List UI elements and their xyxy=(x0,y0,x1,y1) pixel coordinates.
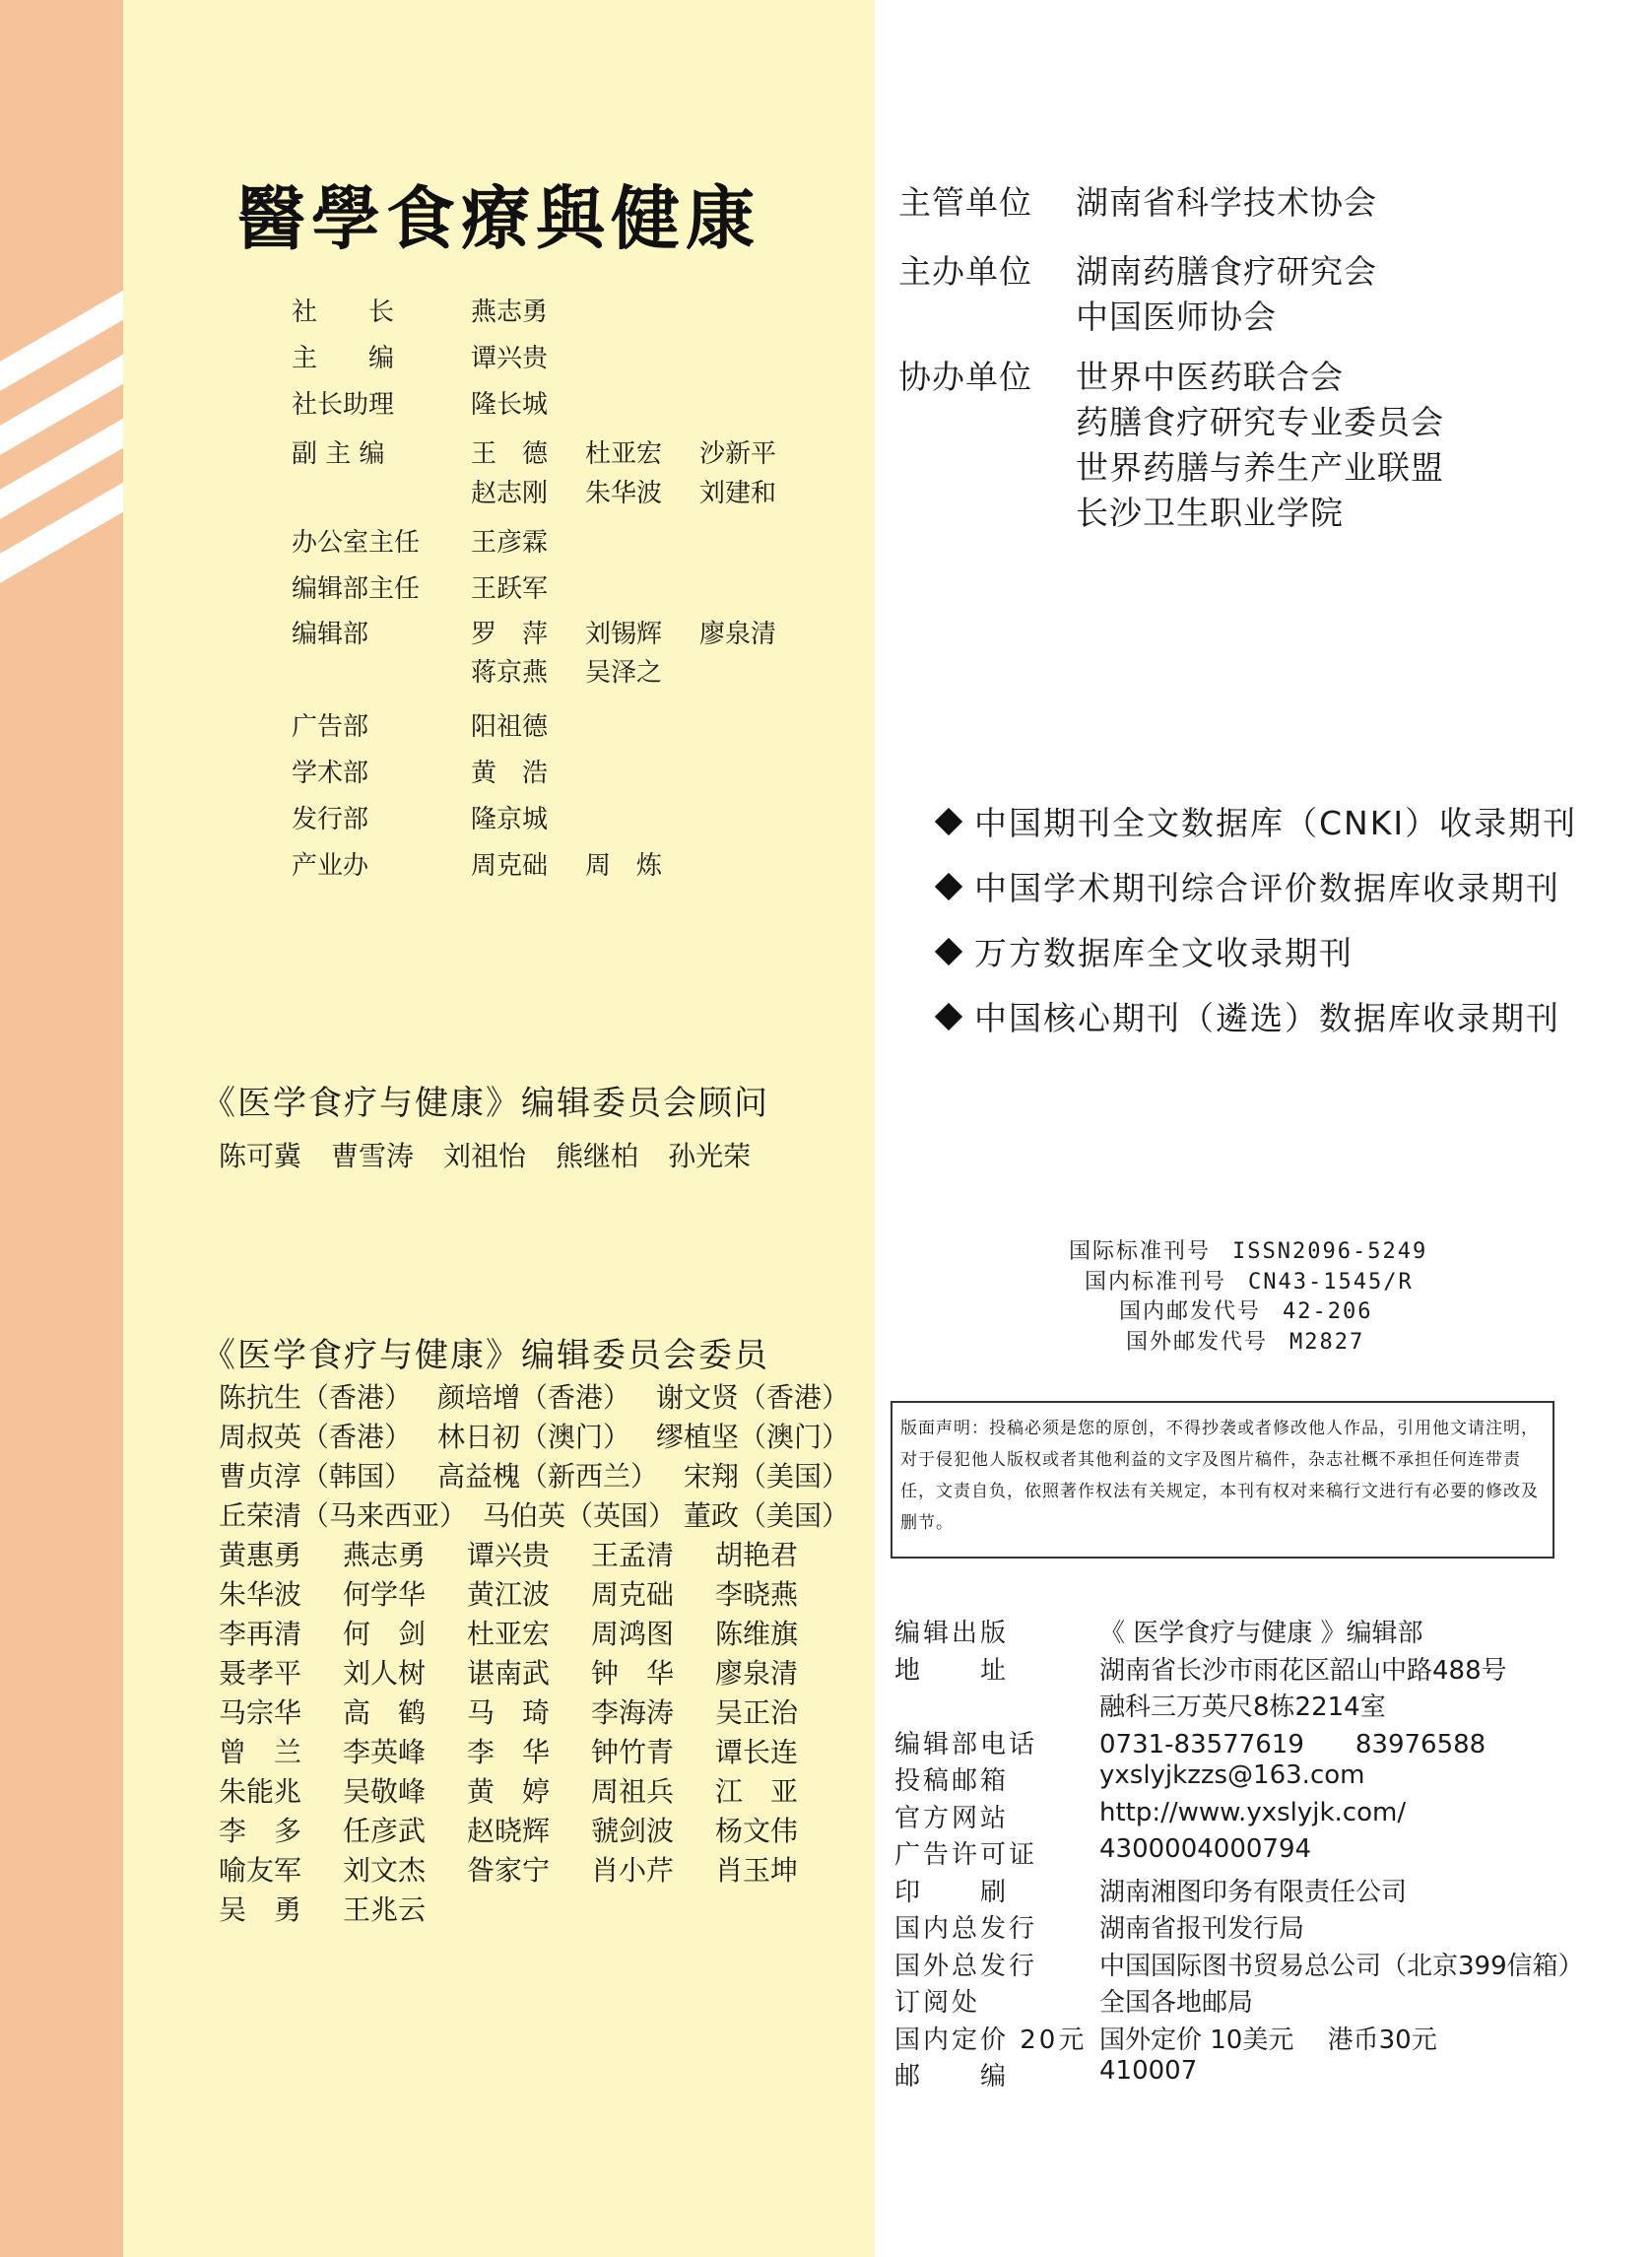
info-label: 国内定价 20元 xyxy=(894,2025,1088,2055)
info-value: 国外定价 10美元 港币30元 xyxy=(1099,2025,1437,2055)
member-row xyxy=(219,1692,849,1731)
member-name: 陈抗生（香港） xyxy=(219,1381,413,1414)
staff-name: 沙新平 xyxy=(699,439,777,469)
diamond-bullet-icon xyxy=(935,873,962,900)
staff-names xyxy=(471,845,699,882)
info-label: 国内总发行 xyxy=(894,1914,1038,1944)
sponsor-values xyxy=(1076,246,1377,337)
member-name: 王兆云 xyxy=(343,1893,427,1926)
indexing-text: 万方数据库全文收录期刊 xyxy=(974,934,1354,972)
info-label: 投稿邮箱 xyxy=(894,1766,1010,1796)
advisor-name: 曹雪涛 xyxy=(331,1140,415,1172)
member-name: 钟竹青 xyxy=(591,1736,675,1768)
member-row-intl xyxy=(219,1494,849,1534)
member-name: 朱华波 xyxy=(219,1578,302,1611)
member-name: 谌南武 xyxy=(467,1657,551,1690)
sponsor-values xyxy=(1076,177,1377,223)
sponsor-values xyxy=(1076,352,1444,533)
staff-name: 黄 浩 xyxy=(471,759,549,788)
info-value: 湖南省长沙市雨花区韶山中路488号 xyxy=(1099,1655,1507,1686)
member-name: 廖泉清 xyxy=(715,1657,799,1690)
staff-name: 赵志刚 xyxy=(471,479,549,508)
info-label: 官方网站 xyxy=(894,1803,1010,1833)
info-label: 印 刷 xyxy=(894,1877,1010,1907)
diamond-bullet-icon xyxy=(935,938,962,965)
member-name: 马 琦 xyxy=(467,1696,551,1729)
diamond-bullet-icon xyxy=(935,808,962,835)
info-value: 湖南省报刊发行局 xyxy=(1099,1914,1305,1944)
diamond-bullet-icon xyxy=(935,1003,962,1030)
issn-value: M2827 xyxy=(1289,1330,1365,1355)
info-value: 410007 xyxy=(1099,2056,1198,2086)
member-name: 昝家宁 xyxy=(467,1854,551,1887)
staff-role: 编辑部主任 xyxy=(292,574,421,604)
info-value: 4300004000794 xyxy=(1099,1834,1312,1864)
sponsor-value: 长沙卫生职业学院 xyxy=(1076,494,1344,532)
sponsor-value: 药膳食疗研究专业委员会 xyxy=(1076,403,1444,441)
info-label: 订阅处 xyxy=(894,1988,981,2018)
member-name: 钟 华 xyxy=(591,1657,675,1690)
member-name: 高 鹤 xyxy=(343,1696,427,1729)
issn-label: 国内邮发代号 xyxy=(1119,1299,1262,1324)
member-name: 陈维旗 xyxy=(715,1618,799,1650)
info-value: 湖南湘图印务有限责任公司 xyxy=(1099,1877,1408,1907)
member-name: 缪植坚（澳门） xyxy=(656,1421,850,1453)
staff-names xyxy=(471,614,814,650)
indexing-item xyxy=(939,863,1577,928)
staff-name: 罗 萍 xyxy=(471,620,549,649)
member-name: 颜培增（香港） xyxy=(437,1381,631,1414)
svg-text:醫學食療與健康: 醫學食療與健康 xyxy=(236,177,760,256)
staff-role: 编辑部 xyxy=(292,620,369,649)
info-value: yxslyjkzzs@163.com xyxy=(1099,1760,1365,1790)
info-label: 编辑部电话 xyxy=(894,1729,1038,1759)
staff-role: 社长助理 xyxy=(292,390,395,420)
journal-calligraphy-logo xyxy=(236,177,788,256)
info-label: 地 址 xyxy=(894,1655,1010,1686)
member-row xyxy=(219,1810,849,1849)
info-label: 国外总发行 xyxy=(894,1951,1038,1981)
member-name: 周祖兵 xyxy=(591,1775,675,1808)
sponsor-label: 主办单位 xyxy=(898,252,1032,291)
staff-name: 吴泽之 xyxy=(585,658,663,688)
staff-name: 王 德 xyxy=(471,439,549,469)
issn-value: ISSN2096-5249 xyxy=(1232,1239,1428,1264)
sponsor-value: 湖南药膳食疗研究会 xyxy=(1076,252,1377,291)
staff-names xyxy=(471,753,585,789)
advisor-name: 陈可冀 xyxy=(219,1140,302,1172)
sponsor-row xyxy=(898,352,1444,532)
member-name: 李晓燕 xyxy=(715,1578,799,1611)
staff-names xyxy=(471,473,814,509)
member-name: 李再清 xyxy=(219,1618,302,1650)
staff-role: 产业办 xyxy=(292,851,369,881)
staff-names xyxy=(471,522,585,559)
staff-name: 周 炼 xyxy=(585,851,663,881)
issn-row xyxy=(1119,1294,1373,1325)
member-name: 谭兴贵 xyxy=(467,1539,551,1571)
indexing-text: 中国学术期刊综合评价数据库收录期刊 xyxy=(974,869,1560,907)
staff-name: 周克础 xyxy=(471,851,549,881)
indexing-item xyxy=(939,993,1577,1058)
member-name: 马宗华 xyxy=(219,1696,302,1729)
staff-name: 朱华波 xyxy=(585,479,663,508)
member-name: 肖小芹 xyxy=(591,1854,675,1887)
member-name: 马伯英（英国） xyxy=(483,1499,677,1532)
member-row xyxy=(219,1889,849,1928)
staff-role: 广告部 xyxy=(292,712,369,742)
staff-role: 主 编 xyxy=(292,344,395,373)
staff-name: 廖泉清 xyxy=(699,620,777,649)
staff-name: 谭兴贵 xyxy=(471,344,549,373)
advisor-name: 刘祖怡 xyxy=(443,1140,527,1172)
staff-name: 阳祖德 xyxy=(471,712,549,742)
member-name: 李 多 xyxy=(219,1815,302,1847)
staff-name: 刘建和 xyxy=(699,479,777,508)
issn-label: 国外邮发代号 xyxy=(1126,1330,1269,1355)
staff-names xyxy=(471,568,585,605)
info-value: 融科三万英尺8栋2214室 xyxy=(1099,1693,1386,1722)
staff-names xyxy=(471,384,585,421)
info-value: 0731-83577619 83976588 xyxy=(1099,1729,1487,1759)
member-name: 李英峰 xyxy=(343,1736,427,1768)
staff-role: 副 主 编 xyxy=(292,439,385,469)
issn-row xyxy=(1069,1234,1427,1265)
members-title: 《医学食疗与健康》编辑委员会委员 xyxy=(202,1336,769,1375)
staff-name: 杜亚宏 xyxy=(585,439,663,469)
indexing-item xyxy=(939,928,1577,993)
info-label: 编辑出版 xyxy=(894,1619,1010,1648)
staff-role: 发行部 xyxy=(292,805,369,834)
sponsor-row xyxy=(898,246,1377,336)
member-name: 谢文贤（香港） xyxy=(656,1381,850,1414)
staff-name: 隆长城 xyxy=(471,390,549,420)
member-name: 宋翔（美国） xyxy=(684,1460,850,1493)
issn-row xyxy=(1085,1265,1414,1295)
member-row-intl xyxy=(219,1416,849,1455)
member-name: 刘人树 xyxy=(343,1657,427,1690)
left-decorative-strip xyxy=(0,0,123,2257)
member-name: 江 亚 xyxy=(715,1775,799,1808)
info-value: 全国各地邮局 xyxy=(1099,1988,1254,2018)
advisors-list xyxy=(219,1135,780,1174)
member-name: 吴正治 xyxy=(715,1696,799,1729)
member-name: 高益槐（新西兰） xyxy=(437,1460,659,1493)
sponsor-value: 湖南省科学技术协会 xyxy=(1076,183,1377,222)
member-name: 何 剑 xyxy=(343,1618,427,1650)
member-name: 黄 婷 xyxy=(467,1775,551,1808)
member-name: 胡艳君 xyxy=(715,1539,799,1571)
staff-role: 学术部 xyxy=(292,759,369,788)
member-name: 任彦武 xyxy=(343,1815,427,1847)
staff-name: 王彦霖 xyxy=(471,528,549,558)
member-name: 杜亚宏 xyxy=(467,1618,551,1650)
sponsor-value: 中国医师协会 xyxy=(1076,298,1277,336)
staff-name: 刘锡辉 xyxy=(585,620,663,649)
staff-name: 燕志勇 xyxy=(471,298,549,327)
member-name: 黄江波 xyxy=(467,1578,551,1611)
member-name: 赵晓辉 xyxy=(467,1815,551,1847)
indexing-text: 中国核心期刊（遴选）数据库收录期刊 xyxy=(974,999,1560,1037)
staff-role: 办公室主任 xyxy=(292,528,421,558)
member-name: 肖玉坤 xyxy=(715,1854,799,1887)
member-name: 丘荣清（马来西亚） xyxy=(219,1499,468,1532)
member-name: 朱能兆 xyxy=(219,1775,302,1808)
staff-names xyxy=(471,652,699,689)
member-name: 吴敬峰 xyxy=(343,1775,427,1808)
member-row xyxy=(219,1573,849,1613)
member-name: 周克础 xyxy=(591,1578,675,1611)
indexing-item xyxy=(939,798,1577,863)
staff-names xyxy=(471,292,585,328)
member-name: 谭长连 xyxy=(715,1736,799,1768)
member-row-intl xyxy=(219,1376,849,1416)
member-name: 刘文杰 xyxy=(343,1854,427,1887)
member-name: 燕志勇 xyxy=(343,1539,427,1571)
member-name: 虢剑波 xyxy=(591,1815,675,1847)
staff-names xyxy=(471,338,585,374)
member-name: 林日初（澳门） xyxy=(437,1421,631,1453)
issn-value: CN43-1545/R xyxy=(1248,1270,1414,1294)
member-row-intl xyxy=(219,1455,849,1494)
member-name: 李海涛 xyxy=(591,1696,675,1729)
staff-name: 蒋京燕 xyxy=(471,658,549,688)
member-name: 杨文伟 xyxy=(715,1815,799,1847)
member-name: 聂孝平 xyxy=(219,1657,302,1690)
member-name: 王孟清 xyxy=(591,1539,675,1571)
member-row xyxy=(219,1770,849,1810)
staff-names xyxy=(471,433,814,470)
member-name: 何学华 xyxy=(343,1578,427,1611)
indexing-text: 中国期刊全文数据库（CNKI）收录期刊 xyxy=(974,804,1578,842)
info-label: 邮 编 xyxy=(894,2062,1010,2091)
staff-name: 隆京城 xyxy=(471,805,549,834)
issn-row xyxy=(1126,1325,1364,1356)
issn-label: 国际标准刊号 xyxy=(1069,1239,1212,1264)
members-list xyxy=(219,1376,849,1928)
member-row xyxy=(219,1849,849,1889)
member-name: 曹贞淳（韩国） xyxy=(219,1460,413,1493)
member-row xyxy=(219,1613,849,1652)
info-value: http://www.yxslyjk.com/ xyxy=(1099,1797,1407,1827)
member-name: 周叔英（香港） xyxy=(219,1421,413,1453)
sponsor-value: 世界药膳与养生产业联盟 xyxy=(1076,448,1444,487)
advisors-title: 《医学食疗与健康》编辑委员会顾问 xyxy=(202,1084,769,1123)
staff-name: 王跃军 xyxy=(471,574,549,604)
advisor-name: 熊继柏 xyxy=(556,1140,639,1172)
issn-label: 国内标准刊号 xyxy=(1085,1270,1227,1294)
advisor-name: 孙光荣 xyxy=(668,1140,752,1172)
member-name: 吴 勇 xyxy=(219,1893,302,1926)
member-row xyxy=(219,1652,849,1692)
sponsor-value: 世界中医药联合会 xyxy=(1076,358,1344,396)
member-name: 喻友军 xyxy=(219,1854,302,1887)
info-value: 中国国际图书贸易总公司（北京399信箱） xyxy=(1099,1951,1584,1981)
info-value: 《 医学食疗与健康 》编辑部 xyxy=(1099,1619,1423,1648)
member-name: 董政（美国） xyxy=(684,1499,850,1532)
member-name: 曾 兰 xyxy=(219,1736,302,1768)
staff-names xyxy=(471,799,585,835)
sponsor-label: 主管单位 xyxy=(898,183,1032,222)
info-label: 广告许可证 xyxy=(894,1840,1038,1870)
copyright-notice: 版面声明：投稿必须是您的原创，不得抄袭或者修改他人作品，引用他文请注明，对于侵犯他人版权或者其他利益的文字及图片稿件，杂志社概不承担任何连带责任，文责自负，依照著作权法有关规定，本刊有权对来稿行文进行有必要的修改及删节。 xyxy=(891,1401,1554,1559)
member-row xyxy=(219,1731,849,1770)
staff-names xyxy=(471,706,585,743)
member-name: 周鸿图 xyxy=(591,1618,675,1650)
member-name: 黄惠勇 xyxy=(219,1539,302,1571)
member-row xyxy=(219,1534,849,1573)
sponsor-row xyxy=(898,177,1377,224)
indexing-list xyxy=(939,798,1577,1058)
member-name: 李 华 xyxy=(467,1736,551,1768)
sponsor-label: 协办单位 xyxy=(898,358,1032,396)
issn-value: 42-206 xyxy=(1283,1299,1373,1324)
staff-role: 社 长 xyxy=(292,298,395,327)
